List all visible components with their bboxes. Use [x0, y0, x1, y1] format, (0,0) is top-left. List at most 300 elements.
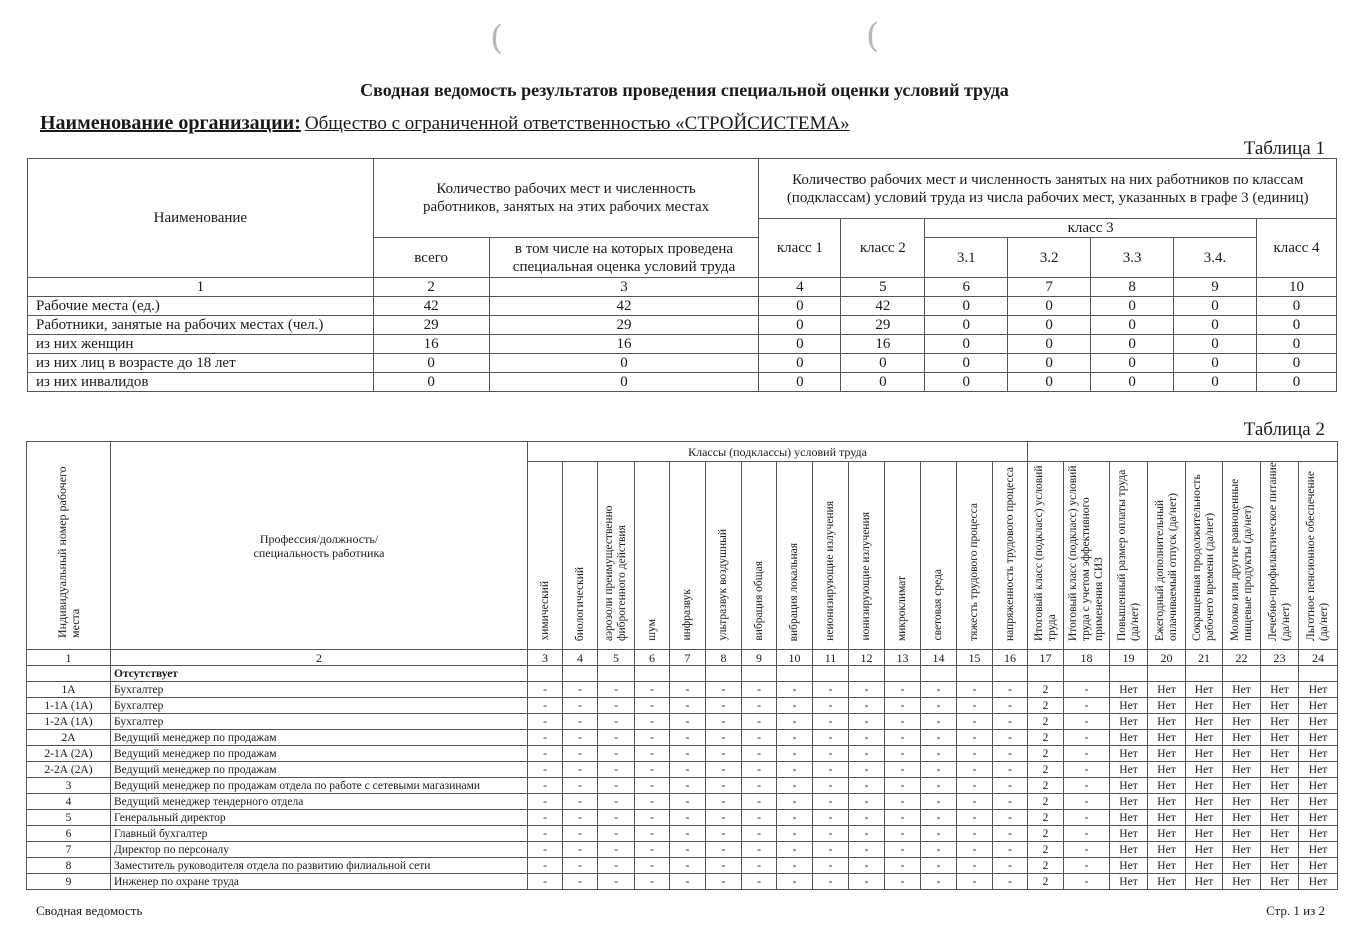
t1-header-group-a: Количество рабочих мест и численность работников, занятых на этих рабочих местах	[373, 159, 759, 238]
t2-cell: -	[813, 858, 849, 874]
t2-cell: -	[563, 826, 598, 842]
col-number: 23	[1261, 650, 1299, 666]
t2-cell: Нет	[1223, 762, 1261, 778]
t2-cell: Нет	[1261, 810, 1299, 826]
t2-cell: -	[777, 682, 813, 698]
t1-column-numbers	[28, 278, 1337, 297]
t2-cell: -	[598, 714, 635, 730]
t2-header-factor-label: вибрация общая	[752, 561, 765, 641]
t2-cell: Нет	[1110, 714, 1148, 730]
t2-header-factor-label: Молоко или другие равноценные пищевые продукты (да/нет)	[1228, 478, 1254, 641]
t2-cell: -	[885, 682, 921, 698]
summary-table-1	[27, 158, 1337, 392]
t2-cell: -	[528, 778, 563, 794]
t2-cell: 2	[1028, 810, 1064, 826]
t2-cell: -	[563, 810, 598, 826]
organization-line	[40, 112, 850, 135]
t2-cell: -	[777, 826, 813, 842]
t1-cell: 29	[373, 316, 489, 335]
t2-cell: Нет	[1223, 842, 1261, 858]
t1-cell: 0	[1256, 335, 1336, 354]
t2-cell: Нет	[1148, 778, 1186, 794]
t2-workplace-id: 9	[27, 874, 111, 890]
t2-workplace-id: 8	[27, 858, 111, 874]
scan-mark-left: (	[490, 18, 504, 58]
col-number: 24	[1299, 650, 1338, 666]
t2-header-workplace-no: Индивидуальный номер рабочего места	[27, 442, 111, 650]
t1-header-group-b: Количество рабочих мест и численность занятых на них работников по классам (подклассам) условий труда из числа рабочих мест, указанных в графе 3 (единиц)	[759, 159, 1337, 219]
t2-cell: 2	[1028, 842, 1064, 858]
t2-cell: -	[813, 810, 849, 826]
t2-cell: -	[635, 858, 670, 874]
t2-cell: -	[1064, 858, 1110, 874]
t2-cell: -	[957, 826, 993, 842]
t2-cell: Нет	[1186, 682, 1223, 698]
t2-cell: -	[1064, 778, 1110, 794]
t2-header-factor-label: ионизирующие излучения	[860, 512, 872, 641]
t2-cell: Нет	[1186, 746, 1223, 762]
t2-cell: 2	[1028, 826, 1064, 842]
empty-cell	[528, 666, 563, 682]
empty-cell	[598, 666, 635, 682]
t2-cell: -	[742, 794, 777, 810]
organization-label: Наименование организации:	[40, 112, 301, 134]
t2-cell: Нет	[1299, 794, 1338, 810]
t2-cell: -	[921, 858, 957, 874]
t2-cell: -	[813, 682, 849, 698]
t2-cell: -	[885, 874, 921, 890]
t2-cell: -	[563, 778, 598, 794]
t2-cell: Нет	[1261, 858, 1299, 874]
t1-cell: 0	[925, 354, 1008, 373]
t2-cell: -	[957, 730, 993, 746]
col-number: 5	[598, 650, 635, 666]
t1-cell: 0	[489, 373, 759, 392]
t2-cell: -	[993, 810, 1028, 826]
t2-workplace-id: 2-1А (2А)	[27, 746, 111, 762]
table1-caption: Таблица 1	[1243, 138, 1325, 159]
t2-cell: -	[706, 730, 742, 746]
t2-cell: -	[921, 842, 957, 858]
t2-cell: Нет	[1299, 730, 1338, 746]
t2-cell: -	[813, 698, 849, 714]
col-number: 1	[27, 650, 111, 666]
t2-cell: -	[813, 874, 849, 890]
t2-cell: -	[635, 810, 670, 826]
t1-cell: 0	[1256, 297, 1336, 316]
col-number: 3	[489, 278, 759, 297]
t2-cell: -	[1064, 762, 1110, 778]
t2-cell: -	[957, 874, 993, 890]
t1-cell: 0	[1091, 373, 1174, 392]
col-number: 14	[921, 650, 957, 666]
t2-row	[27, 858, 1338, 874]
t2-cell: -	[777, 858, 813, 874]
t2-cell: Нет	[1261, 698, 1299, 714]
t2-cell: -	[849, 842, 885, 858]
col-number: 6	[635, 650, 670, 666]
t2-cell: Нет	[1299, 762, 1338, 778]
t2-cell: Нет	[1148, 714, 1186, 730]
t2-cell: -	[993, 746, 1028, 762]
t2-cell: -	[598, 842, 635, 858]
t1-cell: 0	[1256, 354, 1336, 373]
t2-row	[27, 746, 1338, 762]
t2-cell: -	[957, 714, 993, 730]
t2-header-factor-label: напряженность трудового процесса	[1003, 467, 1016, 641]
t2-header-factor	[635, 462, 670, 650]
t1-cell: 42	[373, 297, 489, 316]
t2-header-factor-label: микроклимат	[896, 575, 908, 641]
t1-cell: 0	[1091, 335, 1174, 354]
col-number: 21	[1186, 650, 1223, 666]
t2-cell: -	[993, 874, 1028, 890]
t1-cell: 0	[373, 354, 489, 373]
col-number: 17	[1028, 650, 1064, 666]
t2-header-factor	[742, 462, 777, 650]
t1-cell: 0	[1256, 316, 1336, 335]
col-number: 13	[885, 650, 921, 666]
t2-cell: -	[813, 746, 849, 762]
t2-cell: -	[670, 810, 706, 826]
t2-cell: Нет	[1186, 762, 1223, 778]
t2-cell: 2	[1028, 858, 1064, 874]
t2-cell: Нет	[1223, 746, 1261, 762]
t2-cell: -	[670, 682, 706, 698]
empty-cell	[1110, 666, 1148, 682]
summary-table-2	[26, 441, 1338, 890]
empty-cell	[1261, 666, 1299, 682]
t2-cell: Нет	[1223, 778, 1261, 794]
t2-cell: -	[742, 778, 777, 794]
t2-cell: 2	[1028, 714, 1064, 730]
t2-cell: -	[777, 778, 813, 794]
t2-column-numbers	[27, 650, 1338, 666]
col-number: 2	[373, 278, 489, 297]
col-number: 2	[111, 650, 528, 666]
t2-cell: -	[777, 762, 813, 778]
t2-cell: -	[706, 842, 742, 858]
t2-cell: 2	[1028, 698, 1064, 714]
t1-cell: 0	[1008, 335, 1091, 354]
empty-cell	[27, 666, 111, 682]
t2-row	[27, 842, 1338, 858]
t2-cell: -	[777, 730, 813, 746]
t2-cell: -	[706, 762, 742, 778]
t1-cell: 0	[925, 316, 1008, 335]
t1-cell: 0	[1174, 373, 1257, 392]
t2-header-factor-label: ультразвук воздушный	[717, 529, 729, 641]
t2-header-factor-label: неионизирующие излучения	[824, 501, 836, 641]
t2-workplace-id: 6	[27, 826, 111, 842]
t2-cell: -	[563, 714, 598, 730]
t2-cell: -	[563, 698, 598, 714]
t2-cell: -	[670, 714, 706, 730]
t2-cell: -	[993, 682, 1028, 698]
t2-cell: Нет	[1261, 778, 1299, 794]
t2-header-factor-label: аэрозоли преимущественно фиброгенного действия	[603, 505, 628, 641]
t2-cell: Нет	[1186, 778, 1223, 794]
t2-cell: Нет	[1110, 810, 1148, 826]
t2-cell: Нет	[1186, 826, 1223, 842]
t2-workplace-id: 1-1А (1А)	[27, 698, 111, 714]
t1-header-class3-4: 3.4.	[1174, 238, 1257, 278]
t2-cell: -	[563, 730, 598, 746]
t2-header-factor	[1261, 462, 1299, 650]
t2-cell: -	[598, 858, 635, 874]
t2-cell: Нет	[1110, 794, 1148, 810]
col-number: 4	[759, 278, 841, 297]
col-number: 9	[742, 650, 777, 666]
t2-header-classes-group: Классы (подклассы) условий труда	[528, 442, 1028, 462]
t1-cell: 0	[841, 354, 925, 373]
t2-cell: 2	[1028, 746, 1064, 762]
t2-cell: -	[849, 858, 885, 874]
t1-cell: 0	[759, 335, 841, 354]
t1-cell: 0	[841, 373, 925, 392]
t2-profession: Генеральный директор	[111, 810, 528, 826]
col-number: 11	[813, 650, 849, 666]
t2-cell: Нет	[1186, 842, 1223, 858]
t2-cell: Нет	[1223, 858, 1261, 874]
t2-header-factor	[1110, 462, 1148, 650]
t2-cell: -	[849, 874, 885, 890]
t2-cell: -	[957, 746, 993, 762]
t2-cell: Нет	[1261, 762, 1299, 778]
t2-cell: -	[635, 698, 670, 714]
t2-profession: Главный бухгалтер	[111, 826, 528, 842]
t2-cell: -	[563, 762, 598, 778]
col-number: 15	[957, 650, 993, 666]
t2-header-factor	[849, 462, 885, 650]
t2-cell: Нет	[1299, 874, 1338, 890]
t2-cell: -	[777, 714, 813, 730]
t2-cell: Нет	[1223, 826, 1261, 842]
t1-row-label: Работники, занятые на рабочих местах (чел.)	[28, 316, 374, 335]
t2-cell: Нет	[1261, 826, 1299, 842]
t2-cell: -	[957, 794, 993, 810]
t2-cell: -	[563, 858, 598, 874]
t2-cell: Нет	[1148, 746, 1186, 762]
t1-cell: 0	[1008, 297, 1091, 316]
t2-cell: -	[670, 858, 706, 874]
t2-cell: -	[957, 858, 993, 874]
t2-profession: Заместитель руководителя отдела по развитию филиальной сети	[111, 858, 528, 874]
t2-header-factor-label: Повышенный размер оплаты труда (да/нет)	[1115, 469, 1141, 641]
t2-cell: -	[921, 826, 957, 842]
t2-header-factor	[706, 462, 742, 650]
t2-cell: -	[993, 730, 1028, 746]
t1-cell: 0	[1091, 316, 1174, 335]
t1-header-class2: класс 2	[841, 219, 925, 278]
t2-cell: -	[921, 682, 957, 698]
t2-cell: -	[885, 794, 921, 810]
t1-cell: 0	[1174, 335, 1257, 354]
col-number: 8	[1091, 278, 1174, 297]
col-number: 5	[841, 278, 925, 297]
t2-cell: -	[813, 794, 849, 810]
t2-cell: -	[635, 714, 670, 730]
t2-cell: -	[528, 826, 563, 842]
t1-cell: 0	[1174, 297, 1257, 316]
t2-cell: Нет	[1110, 698, 1148, 714]
t2-header-factor	[1148, 462, 1186, 650]
t2-row	[27, 730, 1338, 746]
t2-cell: -	[635, 730, 670, 746]
t2-cell: -	[777, 810, 813, 826]
t2-cell: Нет	[1110, 778, 1148, 794]
col-number: 12	[849, 650, 885, 666]
t2-cell: Нет	[1223, 810, 1261, 826]
t2-cell: -	[670, 762, 706, 778]
t1-cell: 0	[1174, 354, 1257, 373]
t2-cell: -	[885, 858, 921, 874]
organization-name: Общество с ограниченной ответственностью «СТРОЙСИСТЕМА»	[304, 113, 850, 134]
t2-cell: Нет	[1261, 842, 1299, 858]
empty-cell	[563, 666, 598, 682]
t2-cell: Нет	[1261, 794, 1299, 810]
t2-header-factor	[957, 462, 993, 650]
t2-cell: -	[742, 826, 777, 842]
t1-row-label: из них инвалидов	[28, 373, 374, 392]
t2-cell: Нет	[1261, 730, 1299, 746]
t2-cell: -	[885, 746, 921, 762]
t2-cell: -	[670, 826, 706, 842]
t2-cell: -	[921, 762, 957, 778]
t2-cell: -	[706, 714, 742, 730]
t2-workplace-id: 7	[27, 842, 111, 858]
t2-cell: -	[849, 698, 885, 714]
t2-cell: -	[706, 746, 742, 762]
t2-cell: -	[849, 730, 885, 746]
t2-cell: -	[598, 778, 635, 794]
t2-profession: Ведущий менеджер по продажам отдела по работе с сетевыми магазинами	[111, 778, 528, 794]
t2-header-factor	[1186, 462, 1223, 650]
t2-header-factor	[777, 462, 813, 650]
t2-cell: Нет	[1223, 730, 1261, 746]
t2-cell: -	[885, 698, 921, 714]
t2-cell: -	[528, 874, 563, 890]
t2-cell: -	[1064, 746, 1110, 762]
t2-cell: -	[849, 826, 885, 842]
t2-cell: -	[957, 810, 993, 826]
table2-caption: Таблица 2	[1243, 419, 1325, 440]
t2-cell: -	[528, 858, 563, 874]
t1-cell: 0	[1008, 354, 1091, 373]
t2-cell: -	[670, 778, 706, 794]
t2-cell: -	[885, 842, 921, 858]
t2-cell: -	[885, 826, 921, 842]
t2-cell: -	[813, 842, 849, 858]
t2-workplace-id: 3	[27, 778, 111, 794]
t2-cell: -	[528, 682, 563, 698]
t1-cell: 0	[1008, 316, 1091, 335]
t1-cell: 16	[841, 335, 925, 354]
t1-cell: 0	[759, 354, 841, 373]
t2-cell: -	[706, 794, 742, 810]
t2-header-factor	[1223, 462, 1261, 650]
t2-cell: -	[635, 842, 670, 858]
t2-cell: -	[1064, 682, 1110, 698]
t2-cell: -	[849, 762, 885, 778]
t2-cell: -	[635, 794, 670, 810]
t2-cell: -	[742, 730, 777, 746]
t2-cell: 2	[1028, 762, 1064, 778]
t1-row	[28, 316, 1337, 335]
t2-cell: -	[598, 746, 635, 762]
t2-cell: Нет	[1261, 714, 1299, 730]
t1-header-class3: класс 3	[925, 219, 1257, 238]
t2-header-factor	[921, 462, 957, 650]
t1-row	[28, 354, 1337, 373]
t2-cell: -	[921, 810, 957, 826]
t2-profession: Директор по персоналу	[111, 842, 528, 858]
col-number: 10	[777, 650, 813, 666]
t2-profession: Инженер по охране труда	[111, 874, 528, 890]
t2-cell: -	[1064, 730, 1110, 746]
t2-cell: Нет	[1148, 826, 1186, 842]
t2-row	[27, 698, 1338, 714]
t2-header-factor	[993, 462, 1028, 650]
t1-cell: 16	[489, 335, 759, 354]
t2-cell: -	[528, 762, 563, 778]
t1-cell: 0	[1256, 373, 1336, 392]
t2-header-factor-label: шум	[645, 619, 658, 641]
t2-header-factor	[813, 462, 849, 650]
t1-cell: 0	[373, 373, 489, 392]
t2-cell: -	[670, 874, 706, 890]
t1-row-label: Рабочие места (ед.)	[28, 297, 374, 316]
t2-cell: -	[813, 714, 849, 730]
t2-profession: Ведущий менеджер по продажам	[111, 762, 528, 778]
t2-cell: -	[742, 874, 777, 890]
t2-header-factor	[528, 462, 563, 650]
t2-cell: -	[706, 826, 742, 842]
t2-profession: Ведущий менеджер по продажам	[111, 730, 528, 746]
t2-cell: Нет	[1223, 874, 1261, 890]
t2-cell: -	[598, 762, 635, 778]
t2-cell: Нет	[1186, 858, 1223, 874]
t1-cell: 0	[1008, 373, 1091, 392]
t1-header-class3-2: 3.2	[1008, 238, 1091, 278]
t2-cell: -	[849, 682, 885, 698]
t2-cell: Нет	[1186, 698, 1223, 714]
t2-cell: -	[635, 682, 670, 698]
t2-cell: Нет	[1148, 730, 1186, 746]
t2-cell: -	[813, 778, 849, 794]
t2-cell: -	[742, 746, 777, 762]
t2-header-factor	[1028, 462, 1064, 650]
t1-cell: 0	[1091, 297, 1174, 316]
t1-cell: 16	[373, 335, 489, 354]
t2-cell: Нет	[1148, 874, 1186, 890]
t2-cell: -	[635, 778, 670, 794]
t2-profession: Бухгалтер	[111, 714, 528, 730]
t2-cell: Нет	[1110, 682, 1148, 698]
t2-row	[27, 714, 1338, 730]
t2-cell: -	[813, 762, 849, 778]
t2-cell: Нет	[1299, 842, 1338, 858]
t2-row	[27, 682, 1338, 698]
t2-row	[27, 826, 1338, 842]
t2-cell: -	[993, 778, 1028, 794]
t2-cell: -	[670, 842, 706, 858]
t2-cell: -	[993, 826, 1028, 842]
t2-cell: Нет	[1110, 762, 1148, 778]
t2-cell: Нет	[1223, 794, 1261, 810]
t2-cell: -	[742, 842, 777, 858]
t2-cell: -	[885, 778, 921, 794]
